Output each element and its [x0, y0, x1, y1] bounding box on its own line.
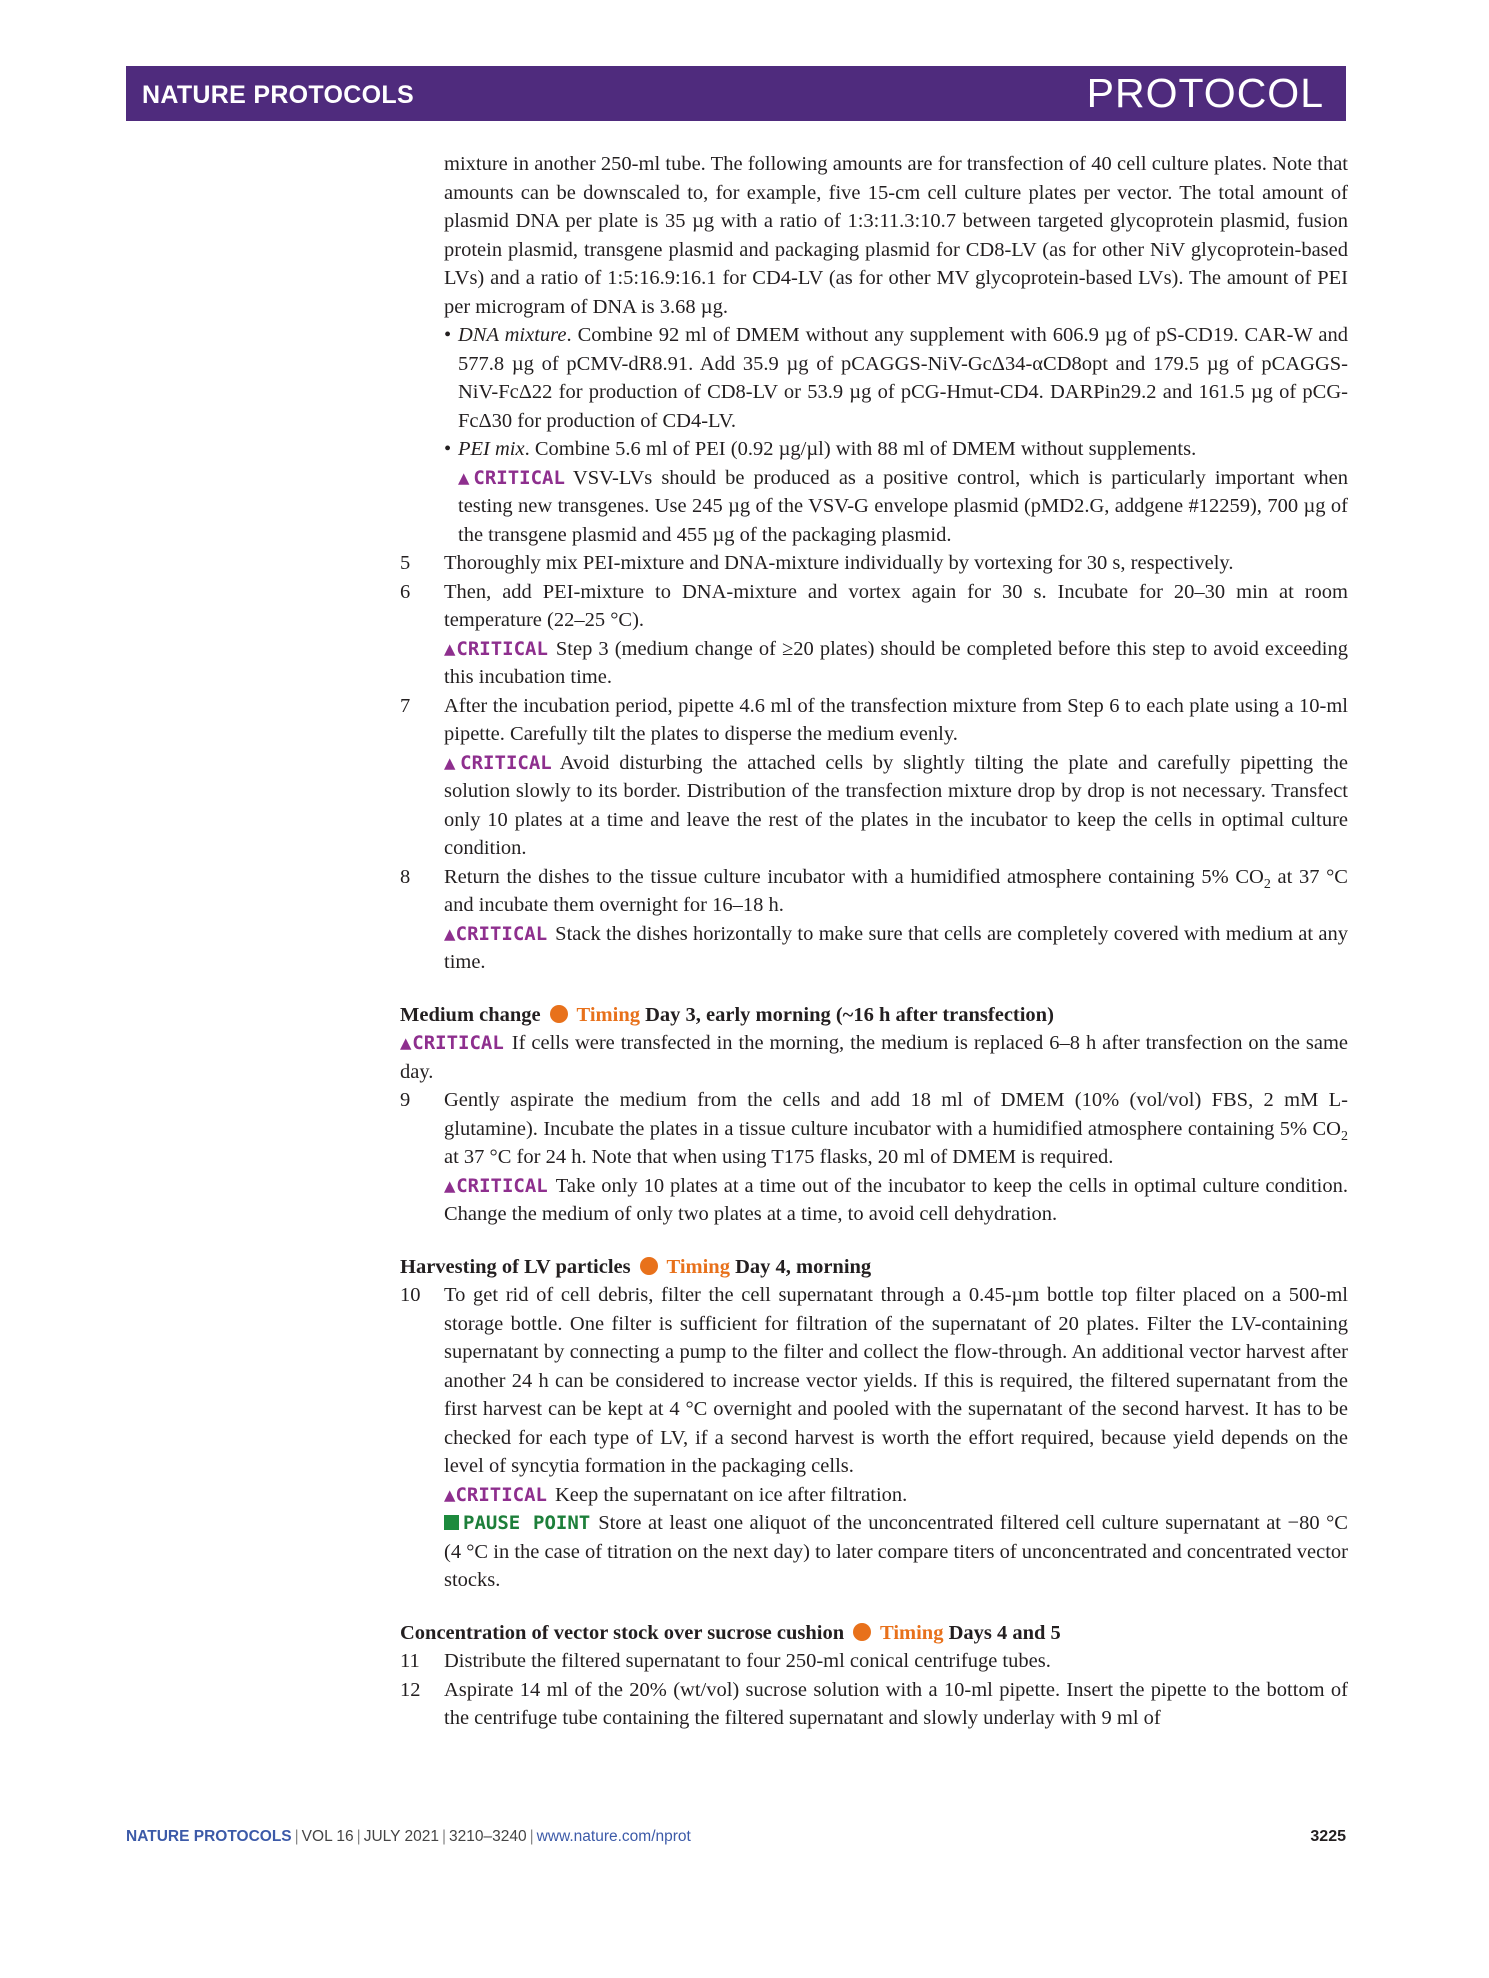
bullet-icon: •: [444, 324, 452, 346]
critical-tag: ▲CRITICAL: [444, 751, 552, 774]
article-body: [400, 150, 1348, 1733]
critical-text: Stack the dishes horizontally to make sure that cells are completely covered with medium at any time.: [444, 922, 1348, 973]
timing-label: Timing: [880, 1621, 944, 1644]
critical-note: [444, 920, 1348, 977]
step-text-part: at 37 °C for 24 h. Note that when using T175 flasks, 20 ml of DMEM is required.: [444, 1146, 1114, 1168]
step-number: 5: [400, 552, 411, 574]
timing-label: Timing: [666, 1255, 730, 1278]
pause-text: Store at least one aliquot of the unconcentrated filtered cell culture supernatant at −80 °C (4 °C in the case of titration on the next day) to later compare titers of unconcentrated and concentrated vector stocks.: [444, 1512, 1348, 1591]
pause-square-icon: [444, 1515, 459, 1530]
section-title: Harvesting of LV particles: [400, 1255, 631, 1278]
step-text: [444, 1086, 1348, 1172]
timing-dot-icon: [550, 1005, 568, 1023]
critical-tag: ▲CRITICAL: [444, 922, 548, 945]
critical-text: If cells were transfected in the morning, the medium is replaced 6–8 h after transfection on the same day.: [400, 1032, 1348, 1083]
journal-name: NATURE PROTOCOLS: [142, 81, 414, 109]
critical-note: [444, 1172, 1348, 1229]
critical-tag: ▲CRITICAL: [444, 1483, 547, 1506]
step-text: To get rid of cell debris, filter the cell supernatant through a 0.45-µm bottle top filter placed on a 500-ml storage bottle. One filter is sufficient for filtration of the supernatant of 20 plates. Filter the LV-containing supernatant by connecting a pump to the filter and collect the flow-through. An additional vector harvest after another 24 h can be considered to increase vector yields. If this is required, the filtered supernatant from the first harvest can be kept at 4 °C overnight and pooled with the supernatant of the second harvest. It has to be checked for each type of LV, if a second harvest is worth the effort required, because yield depends on the level of syncytia formation in the packaging cells.: [444, 1284, 1348, 1477]
critical-text: Step 3 (medium change of ≥20 plates) should be completed before this step to avoid exceeding this incubation time.: [444, 637, 1348, 688]
section-title: Concentration of vector stock over sucrose cushion: [400, 1621, 845, 1644]
step-text: Then, add PEI-mixture to DNA-mixture and vortex again for 30 s. Incubate for 20–30 min at room temperature (22–25 °C).: [444, 580, 1348, 631]
critical-note-medium: [400, 1029, 1348, 1086]
step-number: 8: [400, 865, 411, 888]
pause-point-note: [444, 1509, 1348, 1595]
bullet-icon: •: [444, 438, 452, 460]
footer-citation: [126, 1828, 691, 1846]
footer-separator: |: [356, 1828, 361, 1845]
continued-paragraph: mixture in another 250-ml tube. The following amounts are for transfection of 40 cell culture plates. Note that amounts can be downscaled to, for example, five 15-cm cell culture plates per vector. The total amount of plasmid DNA per plate is 35 µg with a ratio of 1:3:11.3:10.7 between targeted glycoprotein plasmid, fusion protein plasmid, transgene plasmid and packaging plasmid for CD8-LV (as for other NiV glycoprotein-based LVs) and a ratio of 1:5:16.9:16.1 for CD4-LV (as for other MV glycoprotein-based LVs). The amount of PEI per microgram of DNA is 3.68 µg.: [444, 153, 1348, 318]
critical-tag: ▲CRITICAL: [444, 637, 548, 660]
step-7: [400, 692, 1348, 863]
step-text: Aspirate 14 ml of the 20% (wt/vol) sucrose solution with a 10-ml pipette. Insert the pipette to the bottom of the centrifuge tube containing the filtered supernatant and slowly underlay with 9 ml of: [444, 1678, 1348, 1729]
step-number: 10: [400, 1284, 421, 1306]
timing-value: Days 4 and 5: [948, 1621, 1061, 1644]
step-text: [444, 863, 1348, 920]
timing-value: Day 3, early morning (~16 h after transfection): [645, 1003, 1054, 1026]
pause-tag: PAUSE POINT: [463, 1512, 591, 1534]
footer-url-link[interactable]: www.nature.com/nprot: [536, 1828, 691, 1845]
step-10: [400, 1281, 1348, 1595]
bullet-dna-mixture: [444, 321, 1348, 435]
step-text: Distribute the filtered supernatant to four 250-ml conical centrifuge tubes.: [444, 1650, 1051, 1672]
subscript: 2: [1341, 1128, 1348, 1144]
step-number: 12: [400, 1678, 421, 1701]
critical-note-vsv: [444, 464, 1348, 550]
section-heading-medium-change: [400, 1001, 1348, 1030]
step-5: [400, 549, 1348, 578]
step-text-part: Gently aspirate the medium from the cells and add 18 ml of DMEM (10% (vol/vol) FBS, 2 mM L-glutamine). Incubate the plates in a tissue culture incubator with a humidified atmosphere containing 5% CO: [444, 1089, 1348, 1140]
step-12: [400, 1676, 1348, 1733]
step-text-part: Return the dishes to the tissue culture incubator with a humidified atmosphere containing 5% CO: [444, 865, 1264, 888]
step-text: After the incubation period, pipette 4.6 ml of the transfection mixture from Step 6 to each plate using a 10-ml pipette. Carefully tilt the plates to disperse the medium evenly.: [444, 694, 1348, 745]
footer-separator: |: [441, 1828, 446, 1845]
bullet-label: DNA mixture: [458, 324, 567, 346]
page-number: 3225: [1310, 1828, 1346, 1845]
section-heading-harvesting: [400, 1253, 1348, 1282]
subscript: 2: [1263, 876, 1271, 892]
critical-note: [444, 749, 1348, 863]
critical-note: [444, 1481, 1348, 1510]
step-8: [400, 863, 1348, 977]
footer-separator: |: [294, 1828, 299, 1845]
critical-text: VSV-LVs should be produced as a positive control, which is particularly important when testing new transgenes. Use 245 µg of the VSV-G envelope plasmid (pMD2.G, addgene #12259), 700 µg of the transgene plasmid and 455 µg of the packaging plasmid.: [458, 466, 1348, 546]
footer-separator: |: [529, 1828, 534, 1845]
step-6: [400, 578, 1348, 692]
step-number: 11: [400, 1650, 420, 1672]
footer-volume: VOL 16: [301, 1828, 354, 1845]
step-text: Thoroughly mix PEI-mixture and DNA-mixture individually by vortexing for 30 s, respectively.: [444, 552, 1234, 574]
article-type: PROTOCOL: [1086, 70, 1324, 116]
timing-value: Day 4, morning: [735, 1255, 872, 1278]
timing-dot-icon: [640, 1257, 658, 1275]
timing-dot-icon: [853, 1623, 871, 1641]
section-title: Medium change: [400, 1003, 541, 1026]
critical-tag: ▲CRITICAL: [400, 1032, 504, 1054]
critical-tag: ▲CRITICAL: [444, 1174, 548, 1197]
section-heading-concentration: [400, 1619, 1348, 1648]
critical-text: Avoid disturbing the attached cells by slightly tilting the plate and carefully pipetting the solution slowly to its border. Distribution of the transfection mixture drop by drop is not necessary. Transfect only 10 plates at a time and leave the rest of the plates in the incubator to keep the cells in optimal culture condition.: [444, 751, 1348, 859]
footer-journal: NATURE PROTOCOLS: [126, 1828, 292, 1845]
step-text-part: at 37 °C and incubate them overnight for 16–18 h.: [444, 865, 1348, 916]
step-11: [400, 1647, 1348, 1676]
step-9: [400, 1086, 1348, 1229]
step-number: 9: [400, 1089, 411, 1111]
footer-date: JULY 2021: [363, 1828, 439, 1845]
footer-pages: 3210–3240: [449, 1828, 527, 1845]
critical-text: Keep the supernatant on ice after filtration.: [554, 1483, 908, 1506]
bullet-pei-mix: [444, 435, 1348, 464]
timing-label: Timing: [576, 1003, 640, 1026]
bullet-label: PEI mix: [458, 438, 525, 460]
step-number: 7: [400, 694, 411, 717]
bullet-text: . Combine 92 ml of DMEM without any supplement with 606.9 µg of pS-CD19. CAR-W and 577.8 µg of pCMV-dR8.91. Add 35.9 µg of pCAGGS-NiV-GcΔ34-αCD8opt and 179.5 µg of pCAGGS-NiV-FcΔ22 for production of CD8-LV or 53.9 µg of pCG-Hmut-CD4. DARPin29.2 and 161.5 µg of pCG-FcΔ30 for production of CD4-LV.: [458, 324, 1348, 432]
bullet-text: . Combine 5.6 ml of PEI (0.92 µg/µl) with 88 ml of DMEM without supplements.: [524, 438, 1197, 460]
critical-tag: ▲CRITICAL: [458, 466, 565, 489]
critical-note: [444, 635, 1348, 692]
critical-text: Take only 10 plates at a time out of the incubator to keep the cells in optimal culture condition. Change the medium of only two plates at a time, to avoid cell dehydration.: [444, 1174, 1348, 1225]
journal-header-bar: [126, 66, 1346, 121]
step-number: 6: [400, 580, 411, 603]
